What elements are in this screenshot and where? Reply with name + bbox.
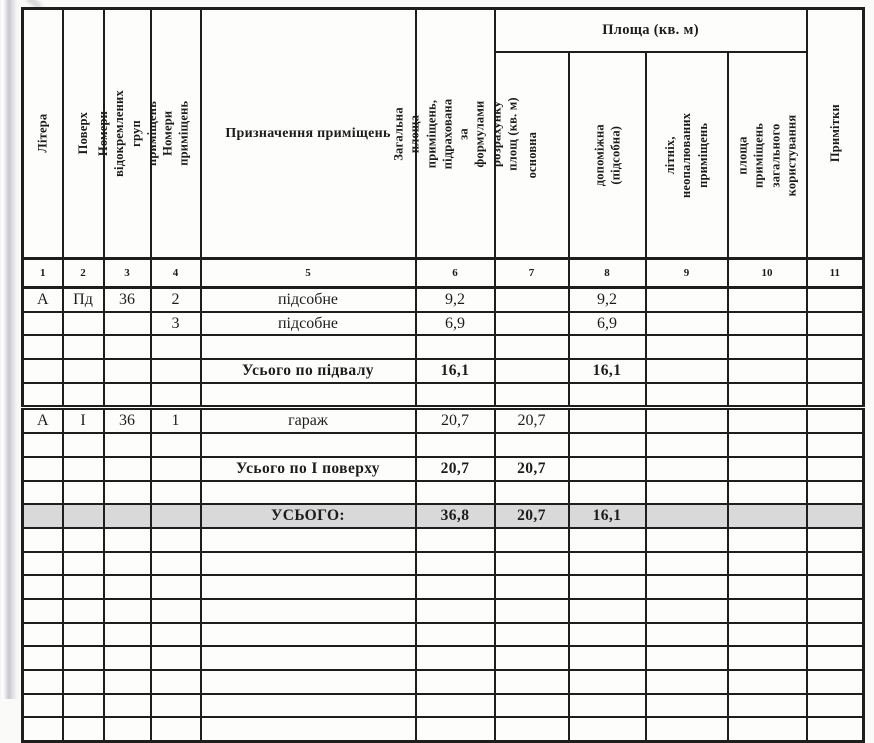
cell — [23, 552, 63, 576]
cell: 16,1 — [569, 504, 646, 528]
area-band-header: Площа (кв. м) — [495, 9, 807, 53]
cell — [807, 408, 864, 433]
cell — [63, 335, 104, 359]
cell: УСЬОГО: — [201, 504, 416, 528]
cell — [416, 646, 495, 670]
cell — [201, 383, 416, 408]
cell — [646, 408, 728, 433]
cell: 1 — [151, 408, 201, 433]
cell — [201, 694, 416, 718]
cell — [807, 504, 864, 528]
cell — [23, 599, 63, 623]
cell — [416, 383, 495, 408]
cell — [104, 481, 151, 505]
cell — [63, 694, 104, 718]
cell — [646, 599, 728, 623]
cell — [104, 552, 151, 576]
cell — [416, 694, 495, 718]
cell — [495, 359, 569, 383]
cell — [728, 457, 807, 481]
column-number: 1 — [23, 259, 63, 288]
cell — [416, 623, 495, 647]
cell — [646, 717, 728, 741]
cell: Усього по І поверху — [201, 457, 416, 481]
cell: І — [63, 408, 104, 433]
cell: А — [23, 288, 63, 312]
cell — [646, 383, 728, 408]
cell — [728, 575, 807, 599]
cell — [495, 312, 569, 336]
column-number: 5 — [201, 259, 416, 288]
cell: 6,9 — [416, 312, 495, 336]
cell — [807, 552, 864, 576]
cell — [728, 623, 807, 647]
cell — [569, 623, 646, 647]
cell: 20,7 — [495, 504, 569, 528]
cell — [104, 504, 151, 528]
cell — [151, 717, 201, 741]
cell — [201, 623, 416, 647]
cell — [201, 717, 416, 741]
cell — [495, 670, 569, 694]
cell — [201, 528, 416, 552]
cell — [416, 599, 495, 623]
cell — [569, 552, 646, 576]
cell — [646, 670, 728, 694]
table-row — [23, 457, 864, 481]
table-row — [23, 433, 864, 457]
table-row — [23, 288, 864, 312]
cell — [728, 481, 807, 505]
cell — [728, 552, 807, 576]
cell — [104, 599, 151, 623]
cell — [646, 457, 728, 481]
table-row — [23, 359, 864, 383]
cell — [495, 623, 569, 647]
cell — [151, 623, 201, 647]
column-number: 10 — [728, 259, 807, 288]
cell — [416, 433, 495, 457]
cell — [201, 575, 416, 599]
cell — [807, 528, 864, 552]
cell — [807, 457, 864, 481]
cell — [728, 528, 807, 552]
cell — [807, 694, 864, 718]
table-row — [23, 504, 864, 528]
cell — [63, 433, 104, 457]
cell: 9,2 — [569, 288, 646, 312]
cell — [728, 359, 807, 383]
premises-area-table — [21, 7, 865, 743]
cell — [63, 312, 104, 336]
cell — [23, 646, 63, 670]
cell — [151, 694, 201, 718]
cell — [151, 433, 201, 457]
cell — [63, 359, 104, 383]
cell: Усього по підвалу — [201, 359, 416, 383]
cell — [104, 575, 151, 599]
cell — [151, 335, 201, 359]
cell — [151, 552, 201, 576]
cell — [63, 670, 104, 694]
cell — [23, 433, 63, 457]
cell — [569, 646, 646, 670]
cell — [646, 552, 728, 576]
cell — [23, 457, 63, 481]
cell — [151, 599, 201, 623]
cell — [63, 481, 104, 505]
cell — [807, 670, 864, 694]
cell: 16,1 — [569, 359, 646, 383]
column-numbers-row — [23, 259, 864, 288]
cell — [728, 599, 807, 623]
cell: підсобне — [201, 312, 416, 336]
cell: 20,7 — [416, 457, 495, 481]
table-row — [23, 717, 864, 741]
cell — [201, 335, 416, 359]
cell — [151, 359, 201, 383]
cell: 6,9 — [569, 312, 646, 336]
cell — [201, 670, 416, 694]
table-row — [23, 623, 864, 647]
cell — [807, 312, 864, 336]
cell — [201, 646, 416, 670]
cell — [495, 552, 569, 576]
cell: 20,7 — [416, 408, 495, 433]
cell — [104, 335, 151, 359]
cell — [807, 575, 864, 599]
cell — [569, 575, 646, 599]
column-number: 7 — [495, 259, 569, 288]
cell: 20,7 — [495, 408, 569, 433]
cell — [201, 481, 416, 505]
cell — [151, 575, 201, 599]
cell — [807, 335, 864, 359]
cell — [569, 408, 646, 433]
cell — [728, 717, 807, 741]
cell — [23, 575, 63, 599]
cell — [416, 481, 495, 505]
cell — [495, 717, 569, 741]
cell — [23, 383, 63, 408]
cell — [23, 312, 63, 336]
cell — [569, 335, 646, 359]
table-body — [23, 288, 864, 742]
cell — [569, 528, 646, 552]
header-row-top — [23, 9, 864, 53]
cell — [646, 575, 728, 599]
table-row — [23, 383, 864, 408]
column-number: 11 — [807, 259, 864, 288]
cell — [104, 646, 151, 670]
cell: 20,7 — [495, 457, 569, 481]
col-header-auxiliary-area: допоміжна (підсобна) — [569, 52, 646, 259]
table-row — [23, 646, 864, 670]
cell: 36 — [104, 288, 151, 312]
col-header-poverh: Поверх — [63, 9, 104, 259]
cell — [201, 552, 416, 576]
cell — [807, 623, 864, 647]
cell — [104, 457, 151, 481]
cell — [151, 383, 201, 408]
cell: Пд — [63, 288, 104, 312]
cell — [728, 312, 807, 336]
column-number: 4 — [151, 259, 201, 288]
cell — [23, 717, 63, 741]
col-header-total-area: Загальна площа приміщень, підрахована за формулами розрахунку площ (кв. м) — [416, 9, 495, 259]
table-row — [23, 599, 864, 623]
col-header-summer-unheated: літніх, неопалюваних приміщень — [646, 52, 728, 259]
cell — [807, 717, 864, 741]
cell — [151, 670, 201, 694]
col-header-room-numbers: Номери приміщень — [151, 9, 201, 259]
cell — [495, 575, 569, 599]
cell — [63, 457, 104, 481]
cell — [646, 288, 728, 312]
cell — [807, 433, 864, 457]
cell — [23, 623, 63, 647]
cell — [569, 670, 646, 694]
cell — [23, 504, 63, 528]
cell: 16,1 — [416, 359, 495, 383]
scan-edge-artifact — [0, 0, 20, 699]
cell: 36,8 — [416, 504, 495, 528]
cell — [646, 528, 728, 552]
cell — [63, 528, 104, 552]
cell — [495, 288, 569, 312]
cell — [646, 694, 728, 718]
cell — [807, 359, 864, 383]
cell — [728, 646, 807, 670]
cell — [23, 359, 63, 383]
cell — [569, 694, 646, 718]
cell — [646, 312, 728, 336]
column-number: 6 — [416, 259, 495, 288]
cell — [151, 481, 201, 505]
cell: 9,2 — [416, 288, 495, 312]
cell — [151, 504, 201, 528]
cell — [23, 335, 63, 359]
cell — [23, 670, 63, 694]
cell — [416, 575, 495, 599]
cell — [495, 481, 569, 505]
table-row — [23, 670, 864, 694]
cell — [646, 481, 728, 505]
cell — [104, 717, 151, 741]
cell — [416, 528, 495, 552]
cell — [807, 599, 864, 623]
cell — [201, 433, 416, 457]
column-number: 2 — [63, 259, 104, 288]
cell — [646, 646, 728, 670]
cell — [495, 599, 569, 623]
cell: підсобне — [201, 288, 416, 312]
cell — [807, 383, 864, 408]
cell — [63, 717, 104, 741]
col-header-main-area: основна — [495, 52, 569, 259]
cell: 2 — [151, 288, 201, 312]
cell — [416, 335, 495, 359]
cell — [569, 717, 646, 741]
cell — [104, 670, 151, 694]
cell — [104, 312, 151, 336]
cell — [104, 528, 151, 552]
cell — [23, 694, 63, 718]
cell — [63, 599, 104, 623]
cell — [151, 528, 201, 552]
cell — [728, 433, 807, 457]
cell — [63, 552, 104, 576]
cell — [63, 383, 104, 408]
table-row — [23, 335, 864, 359]
cell — [63, 504, 104, 528]
cell — [569, 457, 646, 481]
table-row — [23, 694, 864, 718]
cell — [728, 335, 807, 359]
cell — [646, 335, 728, 359]
cell — [23, 481, 63, 505]
cell — [63, 623, 104, 647]
cell — [495, 433, 569, 457]
cell — [728, 408, 807, 433]
cell: 36 — [104, 408, 151, 433]
cell — [728, 504, 807, 528]
cell — [416, 552, 495, 576]
col-header-common-use: площа приміщень загального користування — [728, 52, 807, 259]
cell — [728, 288, 807, 312]
cell — [495, 383, 569, 408]
cell — [646, 433, 728, 457]
cell — [728, 383, 807, 408]
column-number: 8 — [569, 259, 646, 288]
cell — [807, 288, 864, 312]
cell — [807, 481, 864, 505]
column-number: 9 — [646, 259, 728, 288]
cell: А — [23, 408, 63, 433]
table-row — [23, 408, 864, 433]
column-number: 3 — [104, 259, 151, 288]
col-header-group-numbers: Номери відокремлених груп приміщень — [104, 9, 151, 259]
cell: 3 — [151, 312, 201, 336]
table-row — [23, 552, 864, 576]
cell — [728, 670, 807, 694]
cell — [201, 599, 416, 623]
cell — [646, 623, 728, 647]
table-row — [23, 575, 864, 599]
cell — [569, 433, 646, 457]
cell — [23, 528, 63, 552]
cell — [495, 528, 569, 552]
cell — [151, 646, 201, 670]
cell — [104, 623, 151, 647]
cell — [646, 359, 728, 383]
col-header-litera: Літера — [23, 9, 63, 259]
cell — [104, 433, 151, 457]
col-header-notes: Примітки — [807, 9, 864, 259]
cell — [495, 694, 569, 718]
cell: гараж — [201, 408, 416, 433]
table-row — [23, 481, 864, 505]
cell — [416, 717, 495, 741]
cell — [416, 670, 495, 694]
table-row — [23, 312, 864, 336]
cell — [63, 646, 104, 670]
cell — [569, 383, 646, 408]
cell — [495, 646, 569, 670]
cell — [151, 457, 201, 481]
cell — [569, 481, 646, 505]
cell — [495, 335, 569, 359]
cell — [104, 694, 151, 718]
cell — [646, 504, 728, 528]
cell — [569, 599, 646, 623]
col-header-purpose: Призначення приміщень — [201, 9, 416, 259]
cell — [728, 694, 807, 718]
cell — [104, 383, 151, 408]
table-row — [23, 528, 864, 552]
cell — [63, 575, 104, 599]
cell — [104, 359, 151, 383]
cell — [807, 646, 864, 670]
